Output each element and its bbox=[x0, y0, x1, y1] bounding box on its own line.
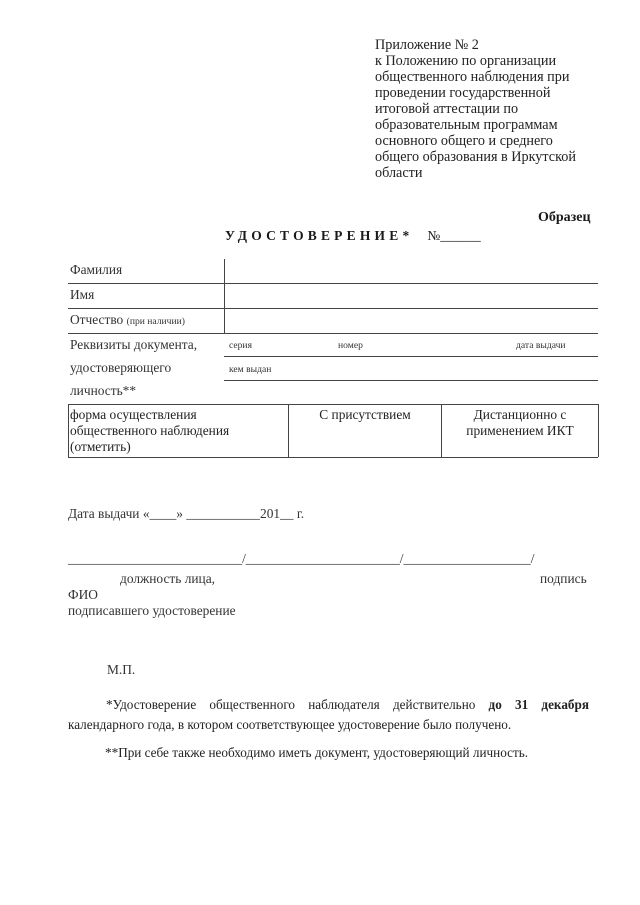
surname-label: Фамилия bbox=[70, 262, 123, 277]
appendix-line: области bbox=[375, 165, 423, 181]
observation-table-border bbox=[68, 457, 598, 458]
appendix-line: общественного наблюдения при bbox=[375, 69, 570, 85]
document-title bbox=[225, 228, 481, 244]
form-rule bbox=[68, 308, 598, 309]
option-remote[interactable] bbox=[442, 407, 598, 439]
title-number: №______ bbox=[427, 228, 481, 243]
option-in-person-label: С присутствием bbox=[319, 407, 411, 422]
observation-form-label-line: форма осуществления bbox=[70, 407, 197, 422]
patronymic-label-text: Отчество bbox=[70, 312, 124, 327]
doc-requisites-label: личность** bbox=[70, 383, 137, 398]
name-label: Имя bbox=[70, 287, 95, 302]
form-rule bbox=[68, 333, 598, 334]
form-rule bbox=[68, 283, 598, 284]
option-remote-label: Дистанционно с bbox=[473, 407, 567, 422]
number-label: номер bbox=[338, 340, 363, 351]
observation-form-label-line: общественного наблюдения bbox=[70, 423, 230, 438]
option-in-person[interactable] bbox=[289, 407, 441, 423]
title-text: УДОСТОВЕРЕНИЕ* bbox=[225, 228, 414, 243]
form-divider bbox=[224, 259, 225, 334]
appendix-line: Приложение № 2 bbox=[375, 37, 479, 53]
form-rule bbox=[224, 380, 598, 381]
appendix-line: проведении государственной bbox=[375, 85, 551, 101]
appendix-line: основного общего и среднего bbox=[375, 133, 553, 149]
appendix-line: общего образования в Иркутской bbox=[375, 149, 576, 165]
form-rule bbox=[224, 356, 598, 357]
doc-requisites-label: Реквизиты документа, bbox=[70, 337, 198, 352]
series-label: серия bbox=[229, 340, 252, 351]
observation-table-border bbox=[68, 404, 598, 405]
issue-date-line: Дата выдачи «____» ___________201__ г. bbox=[68, 506, 305, 521]
observation-table-border bbox=[598, 404, 599, 457]
footnote-validity bbox=[68, 695, 589, 735]
signature-line: __________________________/_______________________/___________________/ bbox=[68, 551, 535, 566]
appendix-line: итоговой аттестации по bbox=[375, 101, 519, 117]
issued-by-label: кем выдан bbox=[229, 364, 272, 375]
patronymic-label bbox=[70, 312, 185, 328]
signer-label: подписавшего удостоверение bbox=[68, 603, 236, 618]
doc-requisites-label: удостоверяющего bbox=[70, 360, 172, 375]
footnote-validity-text: *Удостоверение общественного наблюдателя действительно bbox=[106, 697, 489, 712]
appendix-line: к Положению по организации bbox=[375, 53, 557, 69]
observation-form-label-line: (отметить) bbox=[70, 439, 131, 454]
stamp-label: М.П. bbox=[107, 662, 136, 677]
observation-form-label bbox=[70, 407, 229, 455]
option-remote-label: применением ИКТ bbox=[466, 423, 574, 438]
footnote-validity-text-end: календарного года, в котором соответствующее удостоверение было получено. bbox=[68, 717, 512, 732]
issue-date-label: дата выдачи bbox=[516, 340, 566, 351]
appendix-line: образовательным программам bbox=[375, 117, 558, 133]
footnote-id-document: **При себе также необходимо иметь документ, удостоверяющий личность. bbox=[105, 745, 529, 760]
signature-label: подпись bbox=[540, 571, 587, 586]
footnote-validity-deadline: до 31 декабря bbox=[488, 697, 589, 712]
observation-table-border bbox=[68, 404, 69, 457]
appendix-header bbox=[375, 37, 600, 181]
position-label: должность лица, bbox=[120, 571, 216, 586]
sample-label: Образец bbox=[538, 210, 591, 225]
patronymic-note: (при наличии) bbox=[126, 316, 185, 327]
fio-label: ФИО bbox=[68, 587, 98, 602]
